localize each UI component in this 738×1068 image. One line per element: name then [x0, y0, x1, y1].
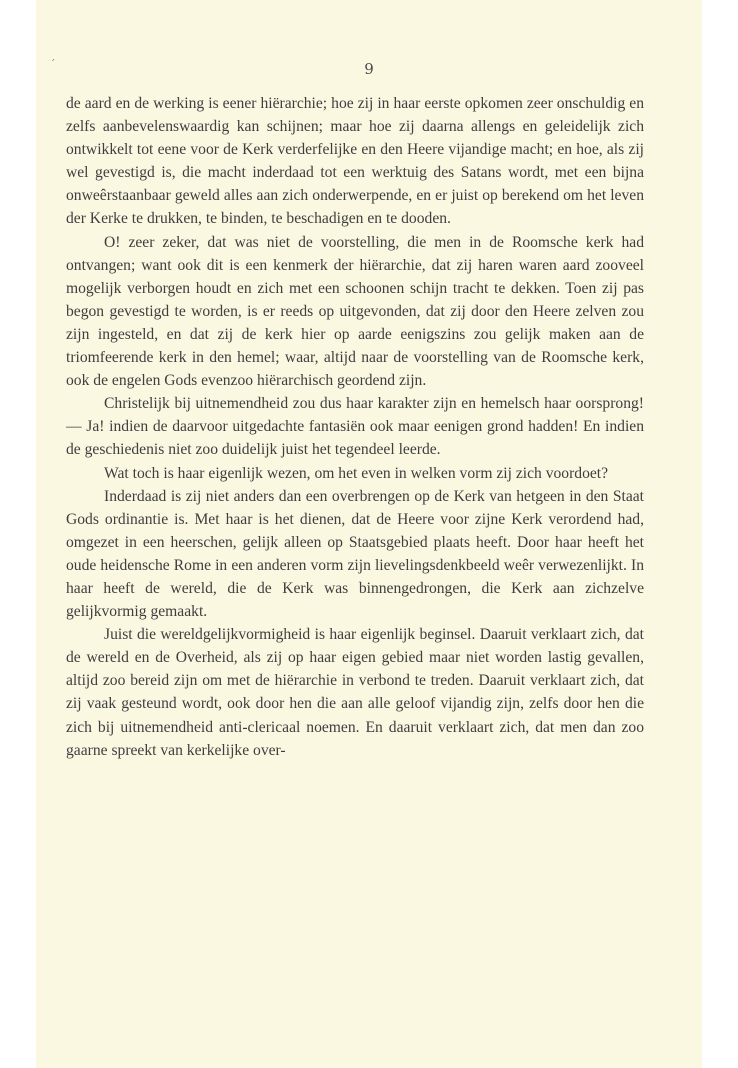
paragraph-4: Wat toch is haar eigenlijk wezen, om het even in welken vorm zij zich voordoet?	[104, 464, 609, 482]
paragraph-1: de aard en de werking is eener hiërarchie; hoe zij in haar eerste opkomen zeer onschuldig en zelfs aanbevelenswaardig kan schijnen; maar hoe zij daarna allengs en geleidelijk zich ontwikkelt tot eene voor de Kerk verderfelijke en den Heere vijandige macht; en hoe, als zij wel gevestigd is, die macht inderdaad tot een werktuig des Satans wordt, met een bijna onweêrstaanbaar geweld alles aan zich onderwerpende, en er juist op berekend om het leven der Kerke te drukken, te binden, te beschadigen en te dooden.	[66, 95, 644, 228]
corner-mark: ´	[50, 58, 56, 71]
paragraph-3: Christelijk bij uitnemendheid zou dus haar karakter zijn en hemelsch haar oorsprong! — Ja! indien de daarvoor uitgedachte fantasiën ook maar eenigen grond hadden! En indien de geschiedenis niet zoo duidelijk juist het tegendeel leerde.	[66, 395, 644, 459]
page-number: 9	[364, 60, 374, 78]
body-text	[66, 92, 644, 762]
paragraph-2: O! zeer zeker, dat was niet de voorstelling, die men in de Roomsche kerk had ontvangen; want ook dit is een kenmerk der hiërarchie, dat zij haren waren aard zooveel mogelijk verborgen houdt en zich met een schoonen schijn tracht te dekken. Toen zij pas begon gevestigd te worden, is er reeds op uitgevonden, dat zij door den Heere zelven zou zijn ingesteld, en dat zij de kerk hier op aarde eenigszins zou gelijk maken aan de triomfeerende kerk in den hemel; waar, altijd naar de voorstelling van de Roomsche kerk, ook de engelen Gods evenzoo hiërarchisch geordend zijn.	[66, 233, 644, 390]
paragraph-5: Inderdaad is zij niet anders dan een overbrengen op de Kerk van hetgeen in den Staat Gods ordinantie is. Met haar is het dienen, dat de Heere voor zijne Kerk verordend had, omgezet in een heerschen, gelijk alleen op Staatsgebied plaats heeft. Door haar heeft het oude heidensche Rome in een anderen vorm zijn lievelingsdenkbeeld weêr verwezenlijkt. In haar heeft de wereld, die de Kerk was binnengedrongen, die Kerk aan zichzelve gelijkvormig gemaakt.	[66, 487, 644, 621]
book-page	[36, 0, 702, 1068]
paragraph-6: Juist die wereldgelijkvormigheid is haar eigenlijk beginsel. Daaruit verklaart zich, dat de wereld en de Overheid, als zij op haar eigen gebied maar niet worden lastig gevallen, altijd zoo bereid zijn om met de hiërarchie in verbond te treden. Daaruit verklaart zich, dat zij vaak gesteund wordt, ook door hen die aan alle geloof vijandig zijn, zelfs door hen die zich bij uitnemendheid anti-clericaal noemen. En daaruit verklaart zich, dat men dan zoo gaarne spreekt van kerkelijke over-	[66, 626, 644, 759]
